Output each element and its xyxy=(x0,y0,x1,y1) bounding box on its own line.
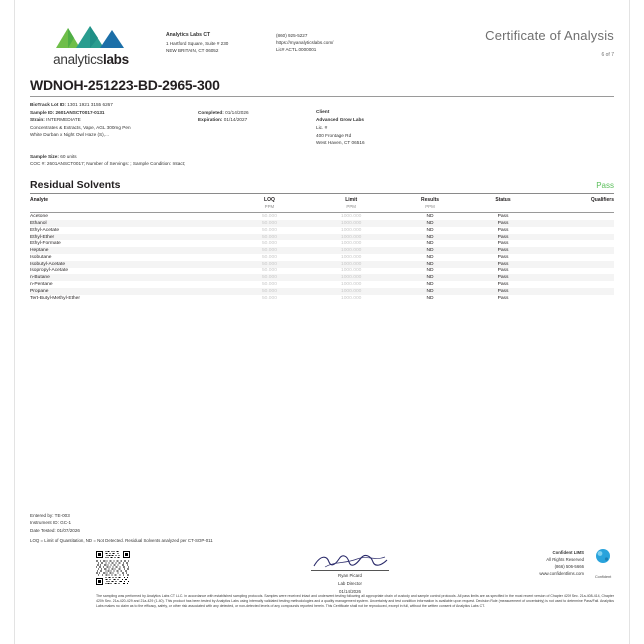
sample-size-label: Sample Size: xyxy=(30,153,59,159)
lims-logo xyxy=(592,548,614,579)
table-row xyxy=(30,254,614,261)
lab-phone: (860) 925-5227 xyxy=(276,33,308,38)
cell-result: ND xyxy=(392,274,468,281)
divider xyxy=(30,96,614,97)
unit-results: PPM xyxy=(425,203,435,209)
cell-qualifiers xyxy=(538,295,614,302)
lims-site[interactable]: www.confidentlims.com xyxy=(539,570,584,576)
strain-value: INTERMEDIATE xyxy=(46,117,81,123)
client-title: Client xyxy=(316,109,330,115)
cell-qualifiers xyxy=(538,227,614,234)
cell-qualifiers xyxy=(538,220,614,227)
coc-line: COC #: 2601ANSCT0017; Number of Servings: ; Sample Condition: Intact; xyxy=(30,161,186,167)
section-status-badge: Pass xyxy=(596,180,614,190)
cell-result: ND xyxy=(392,247,468,254)
lab-license: Lic# ACTL.0000001 xyxy=(276,47,317,53)
client-name: Advanced Grow Labs xyxy=(316,117,364,123)
page-edge-left xyxy=(14,0,15,644)
strain-label: Strain: xyxy=(30,117,45,123)
cell-loq: 50.000 xyxy=(229,274,311,281)
cell-limit: 1000.000 xyxy=(310,247,392,254)
lab-website[interactable]: https://myanalyticslabs.com/ xyxy=(276,40,334,46)
cell-result: ND xyxy=(426,241,434,247)
table-row xyxy=(30,281,614,288)
cell-status: Pass xyxy=(497,254,509,260)
page-edge-right xyxy=(629,0,630,644)
table-row xyxy=(30,220,614,227)
cell-status: Pass xyxy=(468,247,538,254)
product-line: White Durban x Night Owl Haze (S),... xyxy=(30,132,109,138)
cell-analyte: n-Pentane xyxy=(30,282,53,288)
biotrack-line xyxy=(30,101,614,109)
sample-meta-grid xyxy=(30,109,614,147)
cell-limit: 1000.000 xyxy=(310,261,392,268)
cell-status: Pass xyxy=(497,268,509,274)
table-row xyxy=(30,213,614,220)
disclaimer-text: The sampling was performed by Analytics Labs CT LLC. in accordance with established sampling protocols. Samples were received intact and underwent testing following all appropriate chain of custody and sample control protocols. All pass limits are as specified in the most recent version of Chapter 420f Sec. 21a-408-414, Chapter 420h Sec. 21a-420-429 and 21a-429 (1-40). This product has been tested by Analytics Labs using internally validated testing methodologies and a quality management system. Uncertainty and test condition information is available upon request. Decision Rule (measurement of uncertainty) is not used to determine Pass/Fail. Analytics Labs makes no claim as to the efficacy, safety, or other risk associated with any detected, or non-detected levels of any compounds reported herein. This Certificate shall not be reproduced, except in full, without the written consent of Analytics Labs CT. xyxy=(96,594,614,608)
cell-analyte: Tert-Butyl-Methyl-Ether xyxy=(30,295,81,301)
lims-block xyxy=(434,548,614,579)
unit-qualifiers xyxy=(538,203,614,210)
cell-status: Pass xyxy=(497,282,509,288)
cell-analyte: Isobutane xyxy=(30,254,52,260)
cell-analyte: Ethyl-Formate xyxy=(30,241,61,247)
biotrack-label: BioTrack Lot ID: xyxy=(30,102,66,107)
cell-result: ND xyxy=(392,261,468,268)
signature-block xyxy=(295,552,405,595)
table-row xyxy=(30,247,614,254)
signer-date: 01/14/2026 xyxy=(339,589,361,595)
table-row xyxy=(30,227,614,234)
instrument-id: Instrument ID: GC-1 xyxy=(30,520,72,526)
sample-id-value: 2601ANSCT0017-0131 xyxy=(55,109,105,115)
cell-limit: 1000.000 xyxy=(340,268,362,274)
cell-status: Pass xyxy=(497,295,509,301)
cell-limit: 1000.000 xyxy=(340,282,362,288)
unit-analyte xyxy=(30,203,229,210)
analysis-footer xyxy=(30,512,213,544)
cell-result: ND xyxy=(426,254,434,260)
results-table xyxy=(30,194,614,302)
cell-analyte: Ethyl-Acetate xyxy=(30,227,60,233)
cell-loq: 50.000 xyxy=(261,295,277,301)
cell-limit: 1000.000 xyxy=(340,214,362,220)
lab-logo xyxy=(30,22,152,67)
cell-result: ND xyxy=(426,268,434,274)
biotrack-value: 1301 1921 3155 6267 xyxy=(67,102,113,107)
cell-result: ND xyxy=(392,220,468,227)
unit-status xyxy=(468,203,538,210)
cell-limit: 1000.000 xyxy=(310,220,392,227)
cell-qualifiers xyxy=(538,247,614,254)
qr-code[interactable] xyxy=(96,551,130,585)
logo-wordmark: analyticslabs xyxy=(53,52,129,67)
cell-limit: 1000.000 xyxy=(310,234,392,241)
results-table-wrap xyxy=(0,194,644,302)
cell-analyte: Heptane xyxy=(30,247,229,254)
lab-address-line1: 1 Hartford Square, Suite # 230 xyxy=(166,40,229,46)
signature-icon xyxy=(295,552,405,570)
sample-size-value: 60 units xyxy=(60,153,77,159)
cell-loq: 50.000 xyxy=(261,268,277,274)
cell-status: Pass xyxy=(468,274,538,281)
client-block xyxy=(316,109,614,147)
cell-result: ND xyxy=(392,234,468,241)
signer-name: Ryan Picard xyxy=(338,573,362,578)
lims-rights: All Rights Reserved xyxy=(546,556,584,562)
table-row xyxy=(30,240,614,247)
results-table-body xyxy=(30,213,614,302)
cell-qualifiers xyxy=(538,240,614,247)
cell-loq: 50.000 xyxy=(261,282,277,288)
signer-title: Lab Director xyxy=(338,581,362,587)
cell-loq: 50.000 xyxy=(229,234,311,241)
page-title: Certificate of Analysis xyxy=(485,28,614,43)
table-row xyxy=(30,295,614,302)
col-results: Results xyxy=(420,196,440,203)
table-row xyxy=(30,288,614,295)
cell-qualifiers xyxy=(538,261,614,268)
unit-limit: PPM xyxy=(346,203,356,209)
table-row xyxy=(30,274,614,281)
cell-loq: 50.000 xyxy=(229,261,311,268)
lab-contact-block xyxy=(276,22,406,53)
mountain-logo-icon xyxy=(30,24,152,50)
col-limit: Limit xyxy=(345,196,358,203)
sample-name: WDNOH-251223-BD-2965-300 xyxy=(30,77,220,93)
cell-analyte: Ethyl-Ether xyxy=(30,234,229,241)
lims-text xyxy=(539,548,592,578)
cell-limit: 1000.000 xyxy=(340,227,362,233)
cell-loq: 50.000 xyxy=(261,254,277,260)
entered-by: Entered by: TE-003 xyxy=(30,513,70,518)
page-number: 6 of 7 xyxy=(601,52,614,58)
cell-loq: 50.000 xyxy=(229,220,311,227)
cell-analyte: Propane xyxy=(30,288,229,295)
cell-result: ND xyxy=(426,282,434,288)
cell-analyte: n-Butane xyxy=(30,274,229,281)
completed-value: 01/14/2026 xyxy=(225,109,249,115)
col-status: Status xyxy=(495,196,511,203)
lab-address-block xyxy=(152,22,276,54)
sample-meta-left xyxy=(30,109,198,147)
cell-status: Pass xyxy=(468,261,538,268)
completed-label: Completed: xyxy=(198,109,224,115)
table-row xyxy=(30,268,614,275)
cell-qualifiers xyxy=(538,254,614,261)
matrix-line: Concentrates & Extracts, Vape, AGL 300mg Pen xyxy=(30,124,131,130)
cell-limit: 1000.000 xyxy=(310,288,392,295)
cell-qualifiers xyxy=(538,234,614,241)
section-title: Residual Solvents xyxy=(30,178,121,191)
lab-address-line2: NEW BRITAIN, CT 06052 xyxy=(166,48,219,53)
sample-meta-mid xyxy=(198,109,316,147)
cell-status: Pass xyxy=(468,220,538,227)
coa-title-block xyxy=(406,22,614,58)
cell-analyte: Ethanol xyxy=(30,220,229,227)
cell-status: Pass xyxy=(497,227,509,233)
cell-loq: 50.000 xyxy=(261,214,277,220)
cell-status: Pass xyxy=(497,241,509,247)
cell-analyte: Isobutyl-Acetate xyxy=(30,261,229,268)
cell-result: ND xyxy=(426,227,434,233)
expiration-label: Expiration: xyxy=(198,117,223,123)
cell-qualifiers xyxy=(538,274,614,281)
date-tested: Date Tested: 01/07/2026 xyxy=(30,527,80,533)
col-qualifiers: Qualifiers xyxy=(590,196,614,203)
lab-name: Analytics Labs CT xyxy=(166,32,211,38)
cell-loq: 50.000 xyxy=(261,241,277,247)
cell-limit: 1000.000 xyxy=(310,274,392,281)
expiration-value: 01/14/2027 xyxy=(223,117,248,123)
cell-loq: 50.000 xyxy=(261,227,277,233)
table-units-row xyxy=(30,203,614,210)
lims-name: Confident LIMS xyxy=(552,550,584,555)
table-row xyxy=(30,234,614,241)
table-header-row xyxy=(30,194,614,203)
cell-limit: 1000.000 xyxy=(340,241,362,247)
cell-result: ND xyxy=(426,214,434,220)
cell-qualifiers xyxy=(538,268,614,275)
client-address-2: West Haven, CT 06516 xyxy=(316,140,365,146)
cell-status: Pass xyxy=(468,288,538,295)
table-row xyxy=(30,261,614,268)
lims-phone: (866) 506-5666 xyxy=(554,563,584,569)
cell-result: ND xyxy=(392,288,468,295)
cell-qualifiers xyxy=(538,281,614,288)
unit-loq: PPM xyxy=(264,203,275,209)
cell-result: ND xyxy=(426,295,434,301)
document-header xyxy=(0,0,644,67)
droplet-icon xyxy=(592,548,614,568)
cell-analyte: Isopropyl-Acetate xyxy=(30,268,69,274)
cell-status: Pass xyxy=(497,214,509,220)
cell-analyte: Acetone xyxy=(30,214,48,220)
lims-logo-caption: Confident xyxy=(594,574,612,579)
sample-meta-bottom xyxy=(30,153,614,168)
client-address-1: 400 Frontage Rd xyxy=(316,132,352,138)
section-header xyxy=(0,168,644,191)
cell-loq: 50.000 xyxy=(229,247,311,254)
cell-limit: 1000.000 xyxy=(340,254,362,260)
sample-header xyxy=(0,67,644,168)
cell-qualifiers xyxy=(538,213,614,220)
cell-qualifiers xyxy=(538,288,614,295)
sample-id-label: Sample ID: xyxy=(30,109,55,115)
signature-line xyxy=(311,570,389,571)
cell-loq: 50.000 xyxy=(229,288,311,295)
cell-status: Pass xyxy=(468,234,538,241)
client-license: Lic. # xyxy=(316,124,328,130)
col-analyte: Analyte xyxy=(30,196,49,203)
cell-limit: 1000.000 xyxy=(340,295,362,301)
footer-note: LOQ = Limit of Quantitation, ND = Not Detected. Residual Solvents analyzed per CT-SOP-011 xyxy=(30,538,213,544)
col-loq: LOQ xyxy=(264,196,275,203)
